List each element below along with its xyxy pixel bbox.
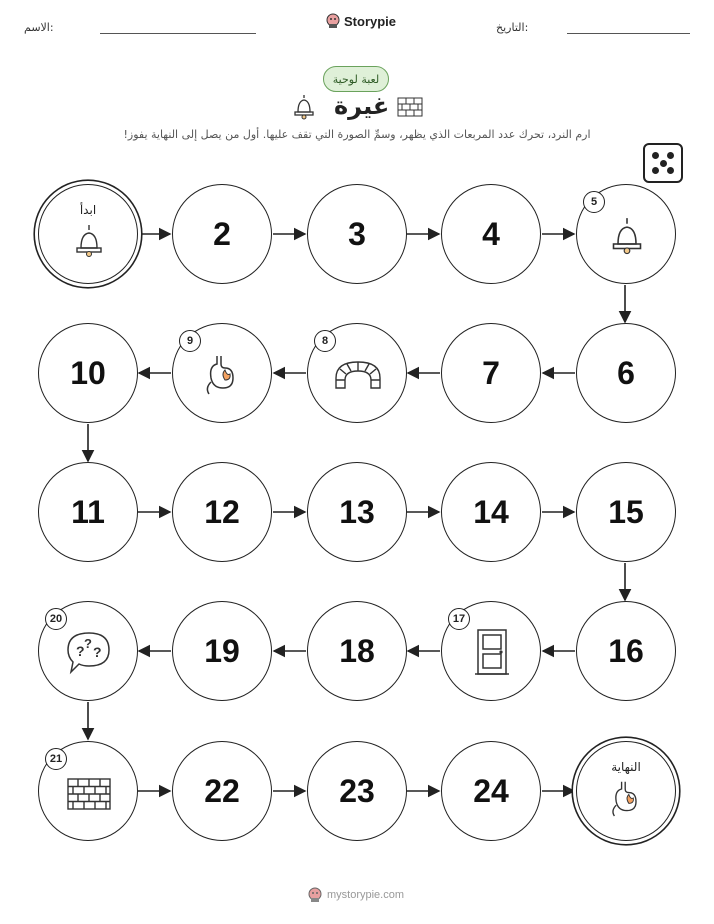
board-cell-finish (576, 741, 676, 841)
board-cell-4: 4 (441, 184, 541, 284)
stomach-fire-icon (203, 352, 243, 396)
question-bubble-icon (65, 630, 113, 676)
start-label: ابدأ (79, 203, 97, 217)
board-cell-7: 7 (441, 323, 541, 423)
board-cell-22: 22 (172, 741, 272, 841)
board-cell-2: 2 (172, 184, 272, 284)
board-cell-5 (576, 184, 676, 284)
date-label: التاريخ: (496, 21, 529, 34)
finish-label: النهاية (611, 760, 641, 774)
stone-arch-icon (333, 358, 383, 390)
board-cell-20 (38, 601, 138, 701)
name-label: الاسم: (24, 21, 54, 34)
storypie-mascot-icon (308, 887, 322, 903)
board-cell-19: 19 (172, 601, 272, 701)
board-cell-18: 18 (307, 601, 407, 701)
board-cell-11: 11 (38, 462, 138, 562)
svg-text:?: ? (93, 644, 102, 660)
board-cell-14: 14 (441, 462, 541, 562)
board-cell-9 (172, 323, 272, 423)
page-title: غيرة (334, 92, 390, 120)
board-cell-12: 12 (172, 462, 272, 562)
board-cell-21 (38, 741, 138, 841)
cell-number-badge: 20 (45, 608, 67, 630)
cell-number-badge: 17 (448, 608, 470, 630)
stomach-fire-icon (609, 778, 645, 818)
board-cell-start (38, 184, 138, 284)
door-icon (474, 628, 510, 678)
brick-wall-icon (67, 778, 111, 810)
cell-number-badge: 5 (583, 191, 605, 213)
board-cell-8 (307, 323, 407, 423)
board-game-badge: لعبة لوحية (323, 66, 389, 92)
board-cell-24: 24 (441, 741, 541, 841)
brand-name: Storypie (344, 13, 397, 29)
bell-icon (609, 215, 645, 255)
bell-icon (73, 223, 105, 257)
board-cell-10: 10 (38, 323, 138, 423)
board-cell-6: 6 (576, 323, 676, 423)
cell-number-badge: 21 (45, 748, 67, 770)
board-cell-3: 3 (307, 184, 407, 284)
board-cell-23: 23 (307, 741, 407, 841)
cell-number-badge: 9 (179, 330, 201, 352)
instructions-text: ارم النرد، تحرك عدد المربعات الذي يظهر، وسمِّ الصورة التي تقف عليها. أول من يصل إلى النهاية يفوز! (123, 128, 591, 141)
board-cell-16: 16 (576, 601, 676, 701)
svg-text:?: ? (76, 643, 85, 659)
board-cell-13: 13 (307, 462, 407, 562)
footer (308, 887, 404, 903)
footer-url[interactable]: mystorypie.com (327, 889, 405, 901)
board-cell-15: 15 (576, 462, 676, 562)
svg-text:?: ? (84, 636, 92, 651)
cell-number-badge: 8 (314, 330, 336, 352)
board-cell-17 (441, 601, 541, 701)
